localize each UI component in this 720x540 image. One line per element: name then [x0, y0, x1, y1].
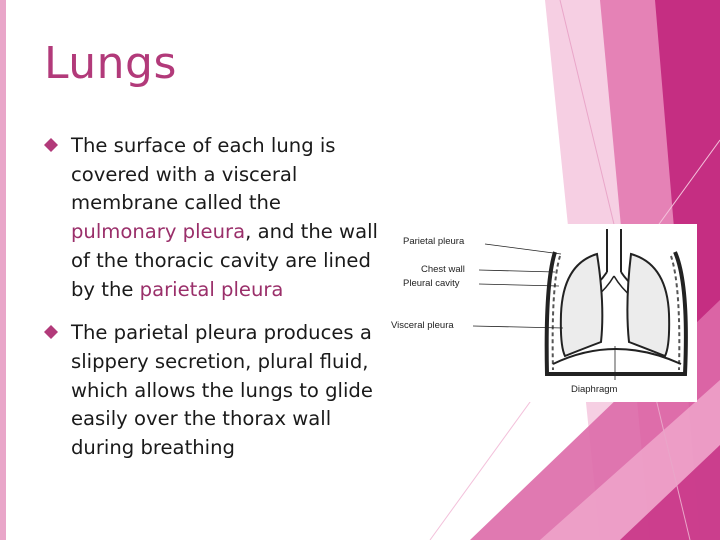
- label-parietal-pleura: Parietal pleura: [403, 236, 465, 247]
- bullet-item: [44, 319, 384, 463]
- bullet-text: The surface of each lung is covered with a visceral membrane called the: [71, 134, 336, 215]
- decor-left-strip: [0, 0, 6, 540]
- term-pulmonary-pleura: pulmonary pleura: [71, 220, 246, 244]
- bullet-text: The parietal pleura produces a slippery secretion, plural fluid, which allows the lungs to glide easily over the thorax wall during breathing: [71, 321, 373, 460]
- trachea: [607, 229, 621, 272]
- label-diaphragm: Diaphragm: [571, 384, 618, 395]
- diamond-bullet-icon: [44, 325, 58, 339]
- right-lung: [627, 254, 669, 356]
- bullet-text: , and the wall of the thoracic cavity are lined by the: [71, 220, 378, 301]
- pleura-diagram: [385, 224, 697, 402]
- label-visceral-pleura: Visceral pleura: [391, 320, 454, 331]
- lung-illustration: [385, 224, 697, 402]
- label-pleural-cavity: Pleural cavity: [403, 278, 460, 289]
- label-chest-wall: Chest wall: [421, 264, 465, 275]
- bullet-item: [44, 132, 384, 304]
- bullet-list: [44, 132, 384, 463]
- term-parietal-pleura: parietal pleura: [139, 277, 284, 301]
- diamond-bullet-icon: [44, 138, 58, 152]
- slide-title: Lungs: [44, 38, 177, 89]
- left-lung: [561, 254, 603, 356]
